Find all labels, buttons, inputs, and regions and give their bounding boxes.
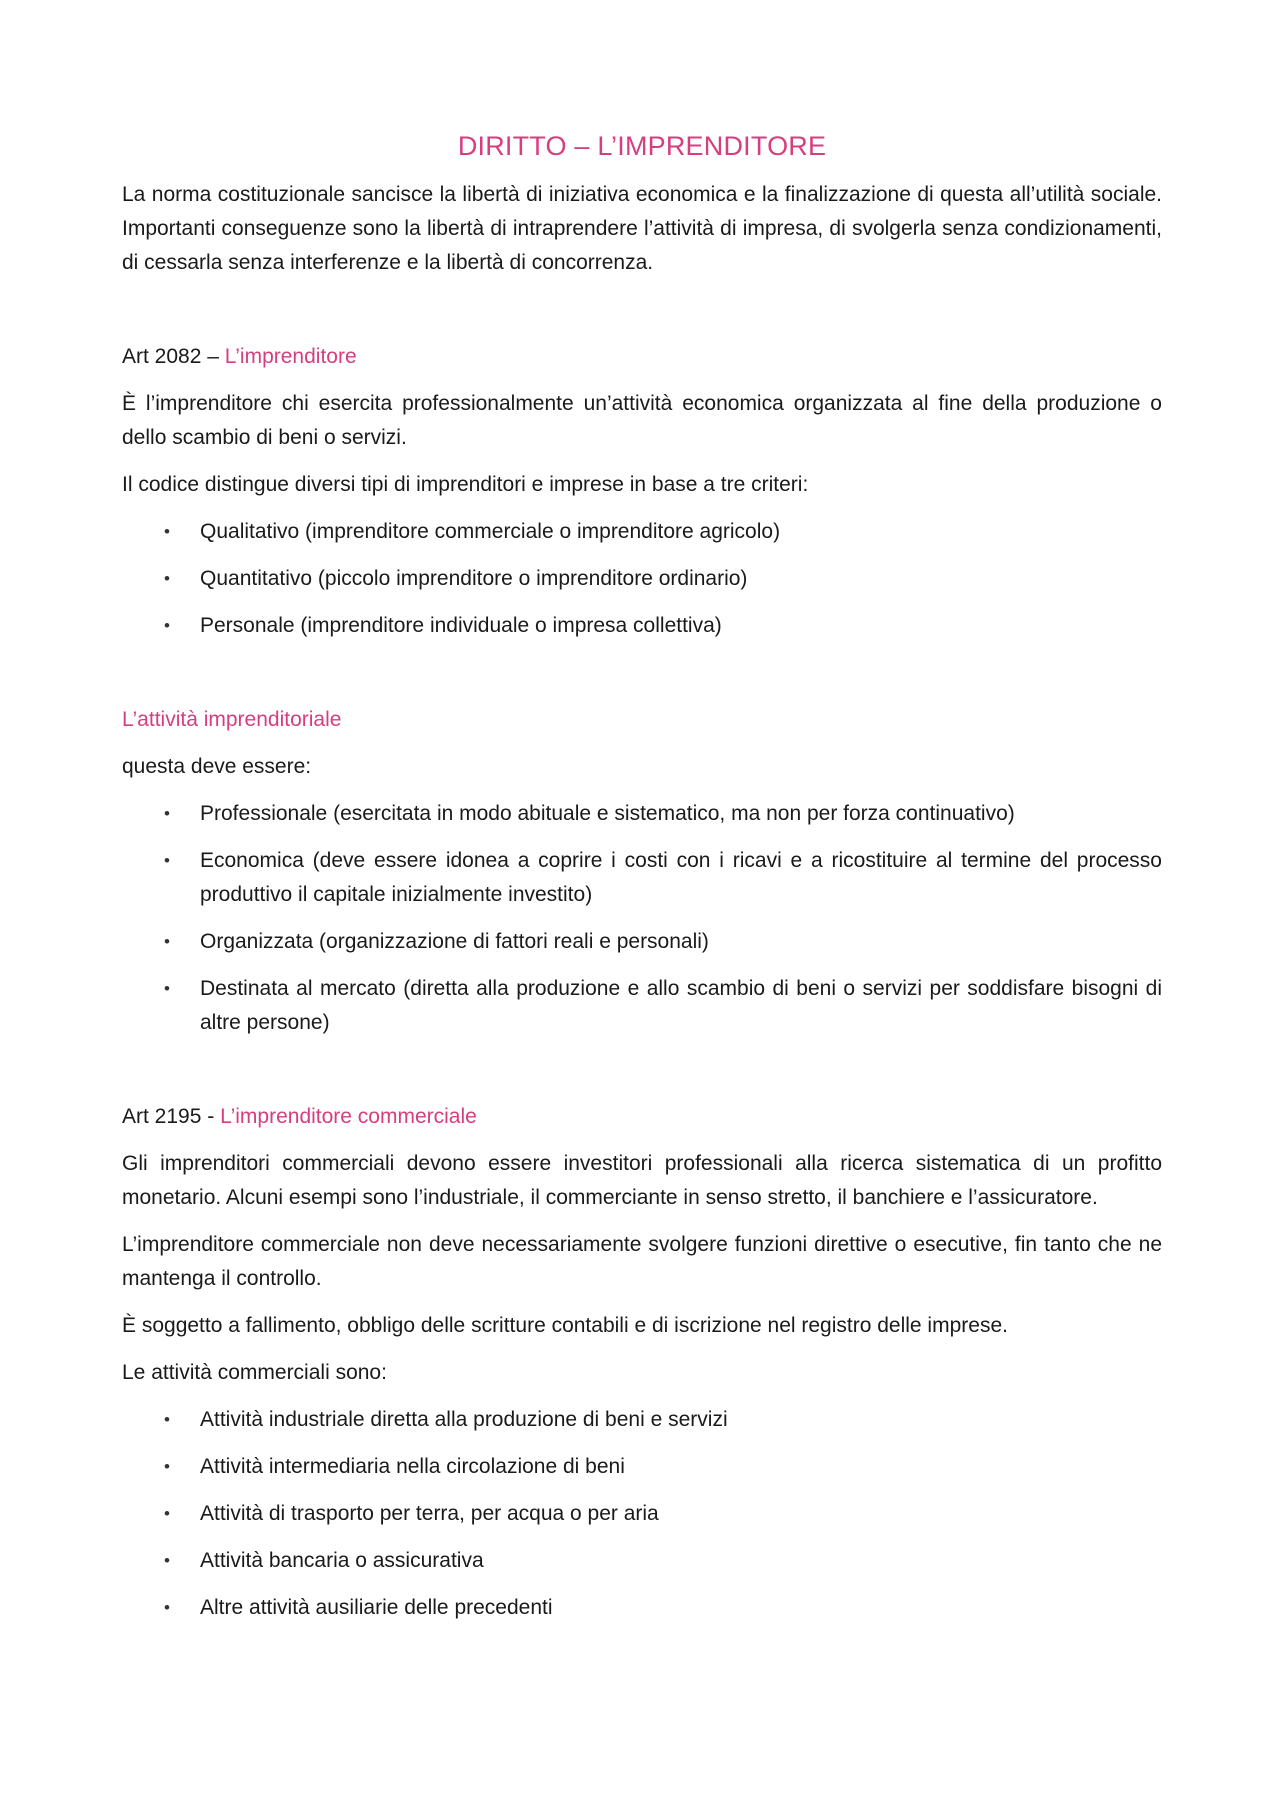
section-title: L’imprenditore	[224, 345, 357, 368]
list-item	[122, 972, 1162, 1040]
bullet-icon: •	[164, 932, 170, 951]
section-gap	[122, 293, 1162, 340]
document-title: DIRITTO – L’IMPRENDITORE	[457, 131, 827, 161]
document-page	[122, 128, 1162, 1638]
bullet-icon: •	[164, 1504, 170, 1523]
list-item	[122, 562, 1162, 596]
section-gap	[122, 1053, 1162, 1100]
section-title: L’imprenditore commerciale	[220, 1105, 477, 1128]
requirements-list	[122, 797, 1162, 1040]
bullet-icon: •	[164, 851, 170, 870]
list-item-text: Professionale (esercitata in modo abituale e sistematico, ma non per forza continuativo)	[200, 802, 1015, 825]
list-item-text: Organizzata (organizzazione di fattori reali e personali)	[200, 930, 709, 953]
section-heading-art-2082	[122, 340, 1162, 374]
list-item-text: Attività intermediaria nella circolazione di beni	[200, 1455, 625, 1478]
list-item	[122, 1497, 1162, 1531]
bullet-icon: •	[164, 616, 170, 635]
bullet-icon: •	[164, 1457, 170, 1476]
list-item-text: Economica (deve essere idonea a coprire i costi con i ricavi e a ricostituire al termine del processo produttivo il capitale inizialmente investito)	[200, 849, 1162, 906]
section-heading-attivita: L’attività imprenditoriale	[122, 708, 342, 731]
list-item-text: Attività industriale diretta alla produzione di beni e servizi	[200, 1408, 728, 1431]
list-item	[122, 1403, 1162, 1437]
list-item-text: Destinata al mercato (diretta alla produzione e allo scambio di beni o servizi per soddisfare bisogni di altre persone)	[200, 977, 1162, 1034]
list-item-text: Attività bancaria o assicurativa	[200, 1549, 484, 1572]
paragraph: Le attività commerciali sono:	[122, 1361, 387, 1384]
bullet-icon: •	[164, 569, 170, 588]
section-heading-art-2195	[122, 1100, 1162, 1134]
section-prefix: Art 2195 -	[122, 1105, 221, 1128]
section-gap	[122, 656, 1162, 703]
paragraph: Gli imprenditori commerciali devono essere investitori professionali alla ricerca sistematica di un profitto monetario. Alcuni esempi sono l’industriale, il commerciante in senso stretto, il banchiere e l’assicuratore.	[122, 1152, 1162, 1209]
paragraph: L’imprenditore commerciale non deve necessariamente svolgere funzioni direttive o esecutive, fin tanto che ne mantenga il controllo.	[122, 1233, 1162, 1290]
bullet-icon: •	[164, 979, 170, 998]
list-item	[122, 1450, 1162, 1484]
paragraph: questa deve essere:	[122, 755, 312, 778]
bullet-icon: •	[164, 1551, 170, 1570]
list-item-text: Qualitativo (imprenditore commerciale o imprenditore agricolo)	[200, 520, 781, 543]
criteria-list	[122, 515, 1162, 643]
list-item	[122, 515, 1162, 549]
list-item	[122, 1591, 1162, 1625]
list-item	[122, 609, 1162, 643]
bullet-icon: •	[164, 804, 170, 823]
list-item	[122, 797, 1162, 831]
list-item-text: Altre attività ausiliarie delle precedenti	[200, 1596, 553, 1619]
activities-list	[122, 1403, 1162, 1625]
bullet-icon: •	[164, 522, 170, 541]
bullet-icon: •	[164, 1410, 170, 1429]
paragraph: È soggetto a fallimento, obbligo delle scritture contabili e di iscrizione nel registro delle imprese.	[122, 1314, 1008, 1337]
list-item	[122, 844, 1162, 912]
list-item-text: Personale (imprenditore individuale o impresa collettiva)	[200, 614, 722, 637]
list-item	[122, 925, 1162, 959]
list-item	[122, 1544, 1162, 1578]
bullet-icon: •	[164, 1598, 170, 1617]
list-item-text: Quantitativo (piccolo imprenditore o imprenditore ordinario)	[200, 567, 748, 590]
list-item-text: Attività di trasporto per terra, per acqua o per aria	[200, 1502, 659, 1525]
paragraph: È l’imprenditore chi esercita professionalmente un’attività economica organizzata al fine della produzione o dello scambio di beni o servizi.	[122, 392, 1162, 449]
section-prefix: Art 2082 –	[122, 345, 225, 368]
paragraph: Il codice distingue diversi tipi di imprenditori e imprese in base a tre criteri:	[122, 473, 809, 496]
intro-paragraph: La norma costituzionale sancisce la libertà di iniziativa economica e la finalizzazione di questa all’utilità sociale. Importanti conseguenze sono la libertà di intraprendere l’attività di impresa, di svolgerla senza condizionamenti, di cessarla senza interferenze e la libertà di concorrenza.	[122, 183, 1162, 274]
